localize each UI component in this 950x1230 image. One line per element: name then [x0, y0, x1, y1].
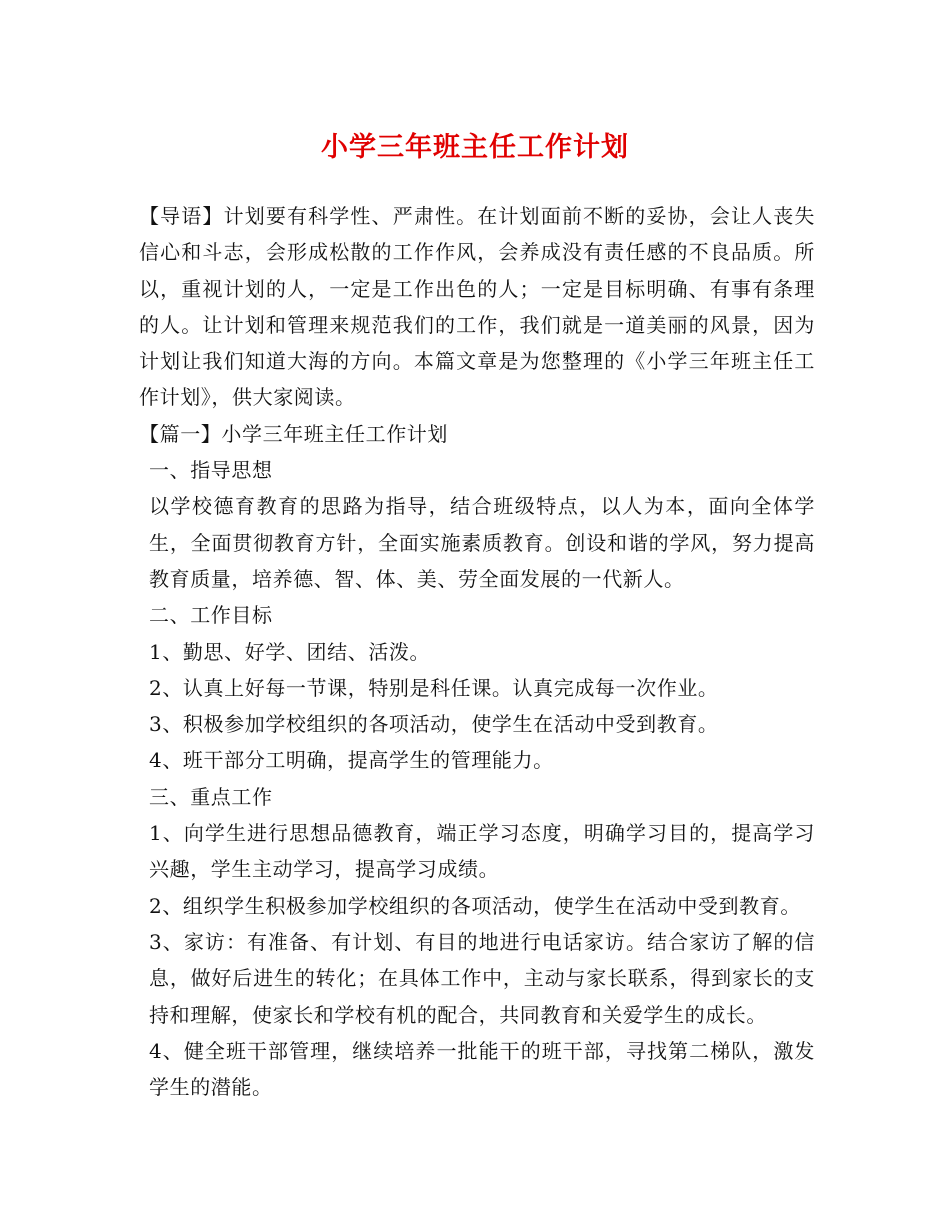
section-heading-guiding-thought: 一、指导思想 [149, 458, 273, 483]
guiding-thought-paragraph: 以学校德育教育的思路为指导，结合班级特点，以人为本，面向全体学生，全面贯彻教育方针，全面实施素质教育。创设和谐的学风，努力提高教育质量，培养德、智、体、美、劳全面发展的一代新人。 [149, 494, 815, 591]
intro-paragraph: 【导语】计划要有科学性、严肃性。在计划面前不断的妥协，会让人丧失信心和斗志，会形成松散的工作作风，会养成没有责任感的不良品质。所以，重视计划的人，一定是工作出色的人；一定是目标明确、有事有条理的人。让计划和管理来规范我们的工作，我们就是一道美丽的风景，因为计划让我们知道大海的方向。本篇文章是为您整理的《小学三年班主任工作计划》，供大家阅读。 [139, 204, 815, 410]
section-heading-key-work: 三、重点工作 [149, 784, 273, 809]
document-title: 小学三年班主任工作计划 [321, 132, 629, 163]
key-work-item-4: 4、健全班干部管理，继续培养一批能干的班干部，寻找第二梯队，激发学生的潜能。 [149, 1038, 815, 1100]
document-body [139, 198, 815, 1105]
section-heading-work-goals: 二、工作目标 [149, 603, 273, 628]
goal-item-4: 4、班干部分工明确，提高学生的管理能力。 [149, 748, 554, 773]
key-work-item-1: 1、向学生进行思想品德教育，端正学习态度，明确学习目的，提高学习兴趣，学生主动学习，提高学习成绩。 [149, 821, 815, 882]
goal-item-3: 3、积极参加学校组织的各项活动，使学生在活动中受到教育。 [149, 712, 719, 737]
goal-item-1: 1、勤思、好学、团结、活泼。 [149, 639, 431, 664]
key-work-item-2: 2、组织学生积极参加学校组织的各项活动，使学生在活动中受到教育。 [149, 893, 801, 918]
goal-item-2: 2、认真上好每一节课，特别是科任课。认真完成每一次作业。 [149, 675, 719, 700]
key-work-item-3: 3、家访：有准备、有计划、有目的地进行电话家访。结合家访了解的信息，做好后进生的转化；在具体工作中，主动与家长联系，得到家长的支持和理解，使家长和学校有机的配合，共同教育和关爱学生的成长。 [149, 929, 815, 1027]
chapter-heading: 【篇一】小学三年班主任工作计划 [139, 421, 448, 446]
